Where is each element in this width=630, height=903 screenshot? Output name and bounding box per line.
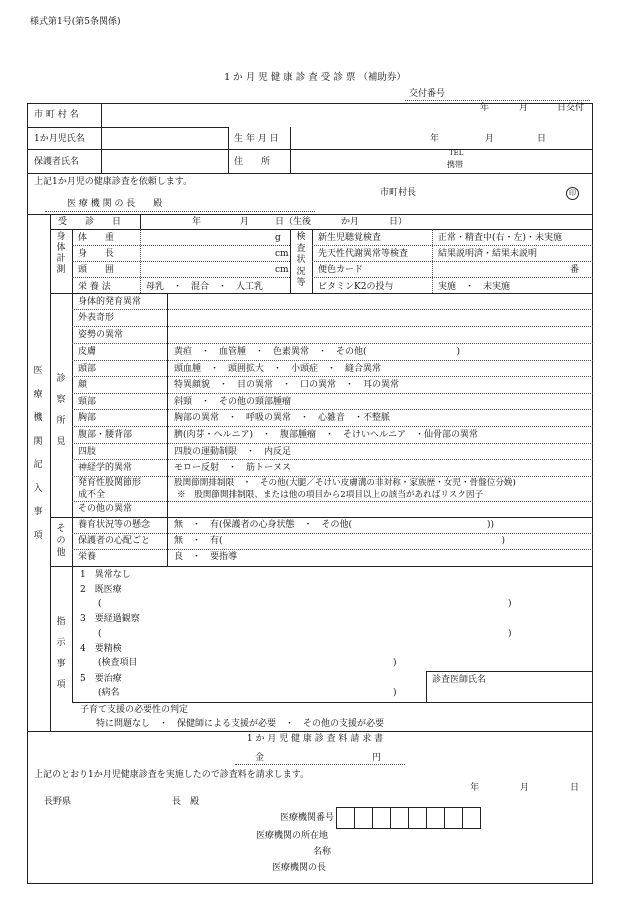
mayor-label: 市町村長: [380, 188, 417, 198]
divider: [72, 443, 593, 444]
inst-number-digit[interactable]: [390, 807, 409, 829]
divider: [167, 517, 168, 566]
divider: [72, 277, 290, 278]
divider: [27, 127, 228, 128]
divider: [50, 214, 51, 731]
form-id: 様式第1号(第5条関係): [30, 17, 121, 27]
nutrition-label: 栄 養 法: [78, 282, 111, 292]
divider: [72, 309, 593, 310]
divider: [72, 501, 593, 502]
divider: [50, 566, 593, 567]
finding-face-label: 顔: [78, 380, 88, 390]
finding-face-value: 特異顔貌 ・ 目の異常 ・ 口の異常 ・ 耳の異常: [174, 380, 400, 390]
instr-paren-close-4: ): [393, 688, 397, 698]
claim-prefecture: 長野県: [44, 797, 72, 807]
finding-hip-label-1: 発育性股関節形: [78, 478, 142, 488]
form-title: 1 か 月 児 健 康 診 査 受 診 票 （補助券）: [224, 72, 406, 83]
inst-number-digit[interactable]: [426, 807, 445, 829]
finding-head-label: 頭部: [78, 364, 97, 374]
finding-limbs-value: 四肢の運動制限 ・ 内反足: [174, 447, 292, 457]
visit-year: 年: [192, 217, 202, 227]
head-unit: cm: [275, 265, 289, 275]
instr-no-abnormal: 1 異常なし: [80, 570, 131, 580]
instructions-side-label: 指 示 事 項: [56, 617, 66, 690]
claim-title: 1 か 月 児 健 康 診 査 料 請 求 書: [246, 734, 384, 744]
divider: [290, 229, 291, 293]
instr-paren-open-1: (: [98, 599, 102, 609]
visit-date-label: 受 診 日: [58, 217, 122, 227]
divider: [72, 326, 593, 327]
stool-card-label: 便色カード: [318, 265, 364, 275]
seal-mark: 印: [566, 187, 579, 200]
divider: [50, 517, 593, 518]
head-label: 頭 囲: [78, 265, 115, 275]
finding-abdomen-label: 腹部・腰背部: [78, 430, 133, 440]
instr-disease-name: (病名: [98, 688, 120, 698]
finding-skin-value: 黄疸 ・ 血管腫 ・ 色素異常 ・ その他( ): [174, 347, 461, 357]
instr-paren-close-2: ): [508, 629, 512, 639]
claim-year: 年: [470, 783, 480, 793]
finding-other-label: その他の異常: [78, 504, 133, 514]
divider: [72, 245, 290, 246]
finding-neck-value: 斜頸 ・ その他の頸部腫瘤: [174, 397, 292, 407]
height-unit: cm: [275, 249, 289, 259]
guardian-label: 保護者氏名: [34, 157, 80, 167]
hearing-test-label: 新生児聴覚検査: [318, 233, 382, 243]
divider: [72, 426, 593, 427]
divider: [72, 343, 593, 344]
divider: [72, 409, 593, 410]
visit-age-months: か月: [341, 217, 360, 227]
vitamin-k2-value: 実施 ・ 未実施: [438, 282, 511, 292]
visit-day-age: 日（生後: [275, 217, 312, 227]
visit-end: 日）: [389, 217, 408, 227]
divider: [72, 702, 593, 703]
weight-label: 体 重: [78, 233, 115, 243]
dob-month: 月: [485, 134, 495, 144]
divider: [290, 127, 291, 173]
finding-malformation-label: 外表奇形: [78, 313, 115, 323]
instr-detailed-exam: 4 要精検: [80, 644, 122, 654]
divider: [72, 533, 593, 534]
divider: [312, 261, 593, 262]
inst-head-label: 医療機関の長: [272, 863, 327, 873]
divider: [72, 393, 593, 394]
claim-month: 月: [520, 783, 530, 793]
divider: [27, 214, 593, 215]
dob-label: 生 年 月 日: [234, 134, 279, 144]
divider: [72, 517, 73, 566]
instr-follow-up: 3 要経過観察: [80, 614, 140, 624]
divider: [72, 476, 593, 477]
support-options: 特に問題なし ・ 保健師による支援が必要 ・ その他の支援が必要: [96, 719, 385, 729]
finding-limbs-label: 四肢: [78, 447, 97, 457]
weight-unit: g: [275, 233, 281, 243]
address-label: 住 所: [234, 157, 271, 167]
divider: [45, 211, 315, 212]
divider: [101, 103, 102, 173]
metabolic-test-value: 結果説明済・結果未説明: [438, 249, 538, 259]
others-side-label: そ の 他: [56, 524, 66, 558]
instr-treatment: 5 要治療: [80, 674, 122, 684]
dob-day: 日: [537, 134, 547, 144]
finding-hip-label-2: 成不全: [78, 490, 106, 500]
child-name-label: 1か月児氏名: [34, 134, 85, 144]
inst-number-digit[interactable]: [444, 807, 463, 829]
stool-card-value: 番: [570, 265, 580, 275]
findings-side-label: 診 察 所 見: [56, 374, 66, 447]
divider: [27, 149, 593, 150]
inst-number-digit[interactable]: [372, 807, 391, 829]
divider: [27, 173, 593, 174]
inst-number-digit[interactable]: [336, 807, 355, 829]
finding-posture-label: 姿勢の異常: [78, 330, 124, 340]
instr-under-care: 2 既医療: [80, 585, 122, 595]
finding-hip-value-2: ※ 股関節開排制限、または他の項目から2項目以上の該当があればリスク因子: [177, 490, 484, 500]
claim-amount-label: 金: [255, 753, 265, 763]
other-concern-label: 養育状況等の懸念: [78, 520, 151, 530]
divider: [72, 360, 593, 361]
divider: [27, 731, 593, 732]
instr-paren-open-2: (: [98, 629, 102, 639]
vitamin-k2-label: ビタミンK2の投与: [318, 282, 394, 292]
issue-number-label: 交付番号: [409, 89, 446, 99]
exam-side-label: 検 査 状 況 等: [296, 232, 306, 288]
instr-paren-close-3: ): [393, 658, 397, 668]
instr-paren-close-1: ): [508, 599, 512, 609]
finding-head-value: 頭血腫 ・ 頭囲拡大 ・ 小頭症 ・ 縫合異常: [174, 364, 382, 374]
finding-growth-label: 身体的発育異常: [78, 297, 142, 307]
finding-chest-label: 胸部: [78, 413, 97, 423]
issue-day: 日交付: [557, 103, 585, 113]
divider: [50, 293, 593, 294]
tel-label: TEL: [449, 149, 464, 157]
divider: [50, 229, 593, 230]
municipality-label: 市 町 村 名: [34, 110, 79, 120]
issue-year: 年: [480, 103, 490, 113]
inst-number-digit[interactable]: [408, 807, 427, 829]
finding-abdomen-value: 臍(肉芽・ヘルニア) ・ 腹部腫瘤 ・ そけいヘルニア ・仙骨部の異常: [174, 430, 479, 440]
side-main-label: 医 療 機 関 記 入 事 項: [33, 366, 43, 541]
divider: [72, 566, 73, 702]
inst-address-label: 医療機関の所在地: [256, 831, 329, 841]
hearing-test-value: 正常・精査中(右・左)・未実施: [438, 233, 563, 243]
request-text: 上記1か月児の健康診査を依頼します。: [34, 177, 193, 187]
claim-text: 上記のとおり1か月児健康診査を実施したので診査料を請求します。: [34, 770, 310, 780]
divider: [312, 245, 593, 246]
issue-month: 月: [519, 103, 529, 113]
divider: [140, 214, 141, 229]
instr-exam-items: (検査項目: [98, 658, 138, 668]
other-nutrition-label: 栄養: [78, 552, 97, 562]
other-nutrition-value: 良 ・ 要指導: [174, 552, 238, 562]
claim-chief: 長 殿: [172, 797, 200, 807]
claim-amount-unit: 円: [372, 753, 382, 763]
divider: [228, 127, 229, 173]
divider: [72, 459, 593, 460]
finding-hip-value-1: 股関節開排制限 ・ その他(大腿／そけい皮膚溝の非対称・家族歴・女児・骨盤位分娩): [174, 478, 516, 488]
inst-number-label: 医療機関番号: [280, 813, 335, 823]
mobile-label: 携帯: [447, 160, 463, 169]
finding-neck-label: 頸部: [78, 397, 97, 407]
body-side-label: 身 体 計 測: [56, 232, 66, 275]
divider: [72, 261, 290, 262]
addressee: 医 療 機 関 の 長 殿: [67, 199, 163, 209]
height-label: 身 長: [78, 249, 115, 259]
other-worry-label: 保護者の心配ごと: [78, 536, 151, 546]
inst-number-digit[interactable]: [354, 807, 373, 829]
other-worry-value: 無 ・ 有( ): [174, 536, 506, 546]
support-title: 子育て支援の必要性の判定: [80, 705, 189, 715]
divider: [312, 277, 593, 278]
finding-neuro-label: 神経学的異常: [78, 463, 133, 473]
divider: [72, 549, 593, 550]
claim-day: 日: [570, 783, 580, 793]
divider: [72, 376, 593, 377]
metabolic-test-label: 先天性代謝異常等検査: [318, 249, 409, 259]
issue-number-line: [405, 100, 590, 101]
doctor-name-label: 診査医師氏名: [432, 675, 487, 685]
nutrition-options: 母乳 ・ 混合 ・ 人工乳: [146, 282, 264, 292]
other-concern-value: 無 ・ 有(保護者の心身状態 ・ その他( )): [174, 520, 495, 530]
amount-line: [235, 764, 405, 765]
inst-number-digit[interactable]: [462, 807, 481, 829]
finding-chest-value: 胸部の異常 ・ 呼吸の異常 ・ 心雑音 ・不整脈: [174, 413, 391, 423]
finding-neuro-value: モロー反射 ・ 筋トーヌス: [174, 463, 292, 473]
finding-skin-label: 皮膚: [78, 347, 97, 357]
dob-year: 年: [430, 134, 440, 144]
visit-month: 月: [240, 217, 250, 227]
inst-name-label: 名称: [313, 847, 332, 857]
